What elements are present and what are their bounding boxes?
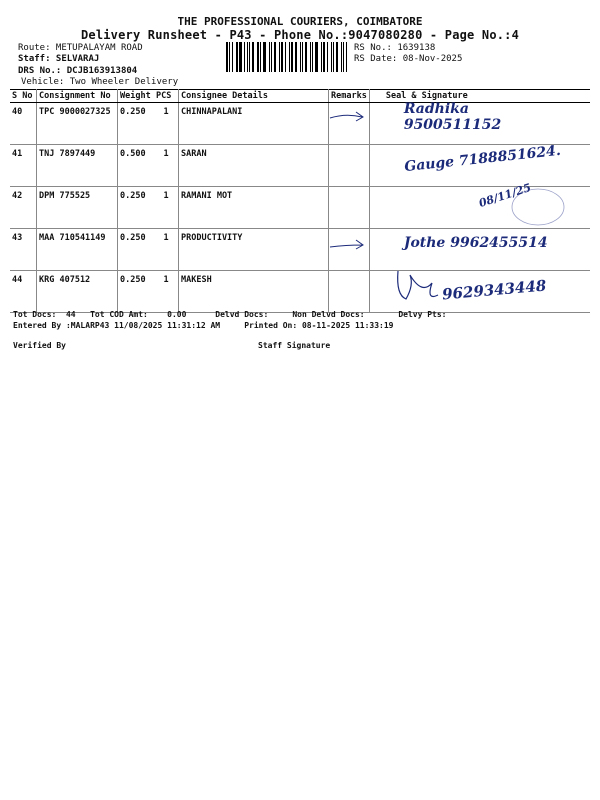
- barcode-bar: [295, 42, 297, 72]
- row-sno: 41: [10, 145, 37, 187]
- table-row: [10, 187, 590, 229]
- col-consignment: Consignment No: [37, 90, 118, 103]
- row-signature: [369, 142, 590, 187]
- barcode-bar: [247, 42, 248, 72]
- row-sno: 44: [10, 271, 37, 313]
- barcode-bar: [257, 42, 259, 72]
- row-remarks: [329, 271, 370, 313]
- row-sno: 42: [10, 187, 37, 229]
- barcode-bar: [260, 42, 261, 72]
- staff-signature-label: Staff Signature: [258, 341, 331, 350]
- barcode-bar: [321, 42, 322, 72]
- route-label: Route: METUPALAYAM ROAD: [18, 43, 143, 53]
- staff-label: Staff: SELVARAJ: [18, 54, 100, 64]
- row-weight: 0.250: [118, 271, 155, 313]
- barcode-bar: [333, 42, 335, 72]
- barcode-bar: [279, 42, 280, 72]
- barcode-bar: [229, 42, 230, 72]
- row-sno: 43: [10, 229, 37, 271]
- row-consignee: RAMANI MOT: [179, 187, 329, 229]
- barcode-bar: [312, 42, 313, 72]
- col-remarks: Remarks: [329, 90, 370, 103]
- barcode-bar: [249, 42, 250, 72]
- row-pcs: 1: [154, 103, 179, 145]
- barcode-bar: [331, 42, 332, 72]
- company-title: THE PROFESSIONAL COURIERS, COIMBATORE: [177, 15, 423, 28]
- handwritten-date: 08/11/25: [477, 180, 533, 211]
- barcode-bar: [315, 42, 318, 72]
- table-row: [10, 145, 590, 187]
- row-consignee: SARAN: [179, 145, 329, 187]
- barcode-bar: [305, 42, 307, 72]
- handwritten-signature: Radhika: [403, 101, 469, 117]
- row-consignee: PRODUCTIVITY: [179, 229, 329, 271]
- barcode-bar: [271, 42, 272, 72]
- row-sno: 40: [10, 103, 37, 145]
- barcode-bar: [341, 42, 342, 72]
- row-remarks: [329, 187, 370, 229]
- row-signature: [369, 180, 590, 229]
- table-row: [10, 229, 590, 271]
- table-row: [10, 271, 590, 313]
- row-consignee: MAKESH: [179, 271, 329, 313]
- runsheet-title: Delivery Runsheet - P43 - Phone No.:9047080280 - Page No.:4: [80, 28, 520, 42]
- barcode-image: [226, 42, 350, 72]
- barcode-bar: [302, 42, 303, 72]
- row-signature: [369, 271, 590, 313]
- totals-line: Tot Docs: 44 Tot COD Amt: 0.00 Delvd Docs: Non Delvd Docs: Delvy Pts:: [13, 310, 447, 319]
- barcode-bar: [274, 42, 276, 72]
- row-consignee: CHINNAPALANI: [179, 103, 329, 145]
- barcode-bar: [239, 42, 242, 72]
- barcode-bar: [327, 42, 328, 72]
- rs-date: RS Date: 08-Nov-2025: [354, 54, 463, 64]
- row-pcs: 1: [154, 229, 179, 271]
- handwritten-signature: Jothe 9962455514: [403, 235, 548, 251]
- barcode-bar: [263, 42, 266, 72]
- row-pcs: 1: [154, 187, 179, 229]
- col-sno: S No: [10, 90, 37, 103]
- row-consignment: KRG 407512: [37, 271, 118, 313]
- verified-by-label: Verified By: [13, 341, 66, 350]
- vehicle-label: Vehicle: Two Wheeler Delivery: [21, 77, 179, 87]
- barcode-bar: [336, 42, 338, 72]
- arrow-icon: [328, 109, 368, 123]
- arrow-icon: [328, 237, 368, 251]
- table-header-row: [10, 90, 590, 103]
- scribble-signature-icon: [392, 265, 442, 307]
- barcode-bar: [252, 42, 254, 72]
- barcode-bar: [343, 42, 344, 72]
- row-weight: 0.250: [118, 187, 155, 229]
- col-weight: Weight: [118, 90, 155, 103]
- barcode-bar: [310, 42, 311, 72]
- handwritten-phone: 9629343448: [441, 276, 547, 304]
- row-pcs: 1: [154, 145, 179, 187]
- handwritten-phone: 9500511152: [403, 117, 502, 133]
- row-weight: 0.250: [118, 103, 155, 145]
- col-signature: Seal & Signature: [369, 90, 590, 103]
- row-weight: 0.250: [118, 229, 155, 271]
- barcode-bar: [285, 42, 286, 72]
- col-pcs: PCS: [154, 90, 179, 103]
- handwritten-signature: Gauge 7188851624.: [403, 142, 562, 176]
- row-consignment: TNJ 7897449: [37, 145, 118, 187]
- row-weight: 0.500: [118, 145, 155, 187]
- table-row: [10, 103, 590, 145]
- barcode-bar: [289, 42, 290, 72]
- barcode-bar: [291, 42, 294, 72]
- row-consignment: DPM 775525: [37, 187, 118, 229]
- barcode-bar: [323, 42, 325, 72]
- row-remarks: [329, 145, 370, 187]
- barcode-bar: [346, 42, 347, 72]
- entered-by-line: Entered By :MALARP43 11/08/2025 11:31:12 AM Printed On: 08-11-2025 11:33:19: [13, 321, 394, 330]
- row-consignment: MAA 710541149: [37, 229, 118, 271]
- row-consignment: TPC 9000027325: [37, 103, 118, 145]
- barcode-bar: [269, 42, 270, 72]
- barcode-bar: [244, 42, 245, 72]
- barcode-bar: [226, 42, 228, 72]
- barcode-bar: [300, 42, 301, 72]
- barcode-bar: [281, 42, 283, 72]
- runsheet-table: [10, 89, 590, 313]
- row-signature: [369, 103, 590, 145]
- rs-number: RS No.: 1639138: [354, 43, 436, 53]
- barcode-bar: [232, 42, 233, 72]
- row-pcs: 1: [154, 271, 179, 313]
- col-consignee: Consignee Details: [179, 90, 329, 103]
- barcode-bar: [236, 42, 238, 72]
- drs-label: DRS No.: DCJB163913804: [18, 66, 138, 76]
